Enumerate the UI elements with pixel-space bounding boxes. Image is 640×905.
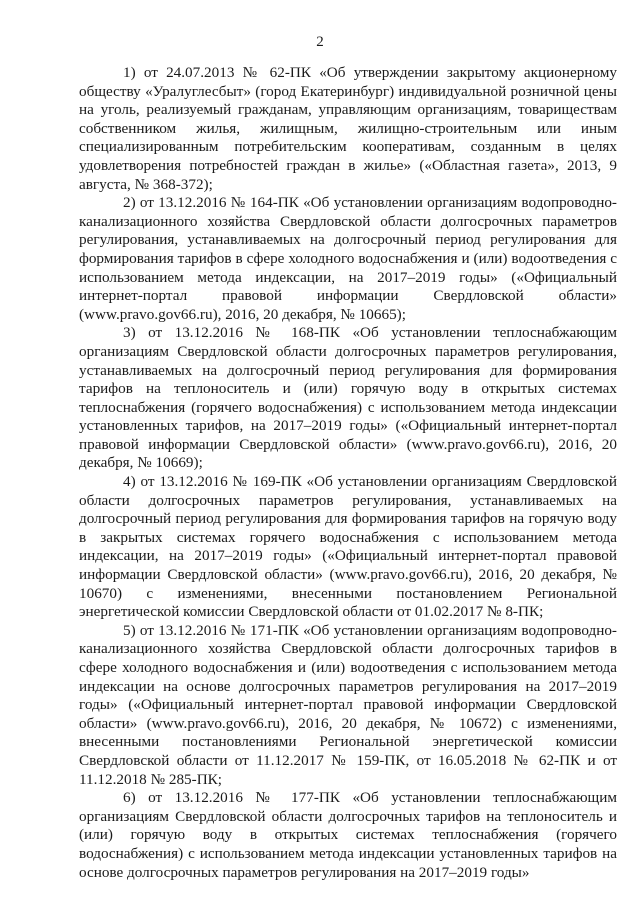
list-item-5: 5) от 13.12.2016 № 171-ПК «Об установлении организациям водопроводно-канализационного хозяйства Свердловской области долгосрочных тарифов в сфере холодного водоснабжения и (или) водоотведения с использованием метода индексации на основе долгосрочных параметров регулирования на 2017–2019 годы» («Официальный интернет-портал правовой информации Свердловской области» (www.pravo.gov66.ru), 2016, 20 декабря, № 10672) с изменениями, внесенными постановлениями Региональной энергетической комиссии Свердловской области от 11.12.2017 № 159-ПК, от 16.05.2018 № 62-ПК и от 11.12.2018 № 285-ПК; (79, 621, 617, 788)
list-item-3: 3) от 13.12.2016 № 168-ПК «Об установлении теплоснабжающим организациям Свердловской области долгосрочных параметров регулирования, устанавливаемых на долгосрочный период регулирования для формирования тарифов на теплоноситель и (или) горячую воду в открытых системах теплоснабжения (горячего водоснабжения) с использованием метода индексации установленных тарифов, на 2017–2019 годы» («Официальный интернет-портал правовой информации Свердловской области» (www.pravo.gov66.ru), 2016, 20 декабря, № 10669); (79, 324, 617, 472)
list-item-1: 1) от 24.07.2013 № 62-ПК «Об утверждении закрытому акционерному обществу «Уралуглесбыт» (город Екатеринбург) индивидуальной розничной цены на уголь, реализуемый гражданам, управляющим организациям, товариществам собственником жилья, жилищным, жилищно-строительным или иным специализированным потребительским кооперативам, созданным в целях удовлетворения потребностей граждан в жилье» («Областная газета», 2013, 9 августа, № 368-372); (79, 64, 617, 193)
list-item-2: 2) от 13.12.2016 № 164-ПК «Об установлении организациям водопроводно-канализационного хозяйства Свердловской области долгосрочных параметров регулирования, устанавливаемых на долгосрочный период регулирования для формирования тарифов в сфере холодного водоснабжения и (или) водоотведения с использованием метода индексации, на 2017–2019 годы» («Официальный интернет-портал правовой информации Свердловской области» (www.pravo.gov66.ru), 2016, 20 декабря, № 10665); (79, 194, 617, 323)
list-item-4: 4) от 13.12.2016 № 169-ПК «Об установлении организациям Свердловской области долгосрочных параметров регулирования, устанавливаемых на долгосрочный период регулирования для формирования тарифов на горячую воду в закрытых системах горячего водоснабжения с использованием метода индексации, на 2017–2019 годы» («Официальный интернет-портал правовой информации Свердловской области» (www.pravo.gov66.ru), 2016, 20 декабря, № 10670) с изменениями, внесенными постановлением Региональной энергетической комиссии Свердловской области от 01.02.2017 № 8-ПК; (79, 473, 617, 621)
document-body (79, 64, 617, 882)
list-item-6: 6) от 13.12.2016 № 177-ПК «Об установлении теплоснабжающим организациям Свердловской области долгосрочных тарифов на теплоноситель и (или) горячую воду в открытых системах теплоснабжения (горячего водоснабжения) с использованием метода индексации установленных тарифов на основе долгосрочных параметров регулирования на 2017–2019 годы» (79, 789, 617, 881)
page-number: 2 (316, 34, 324, 50)
